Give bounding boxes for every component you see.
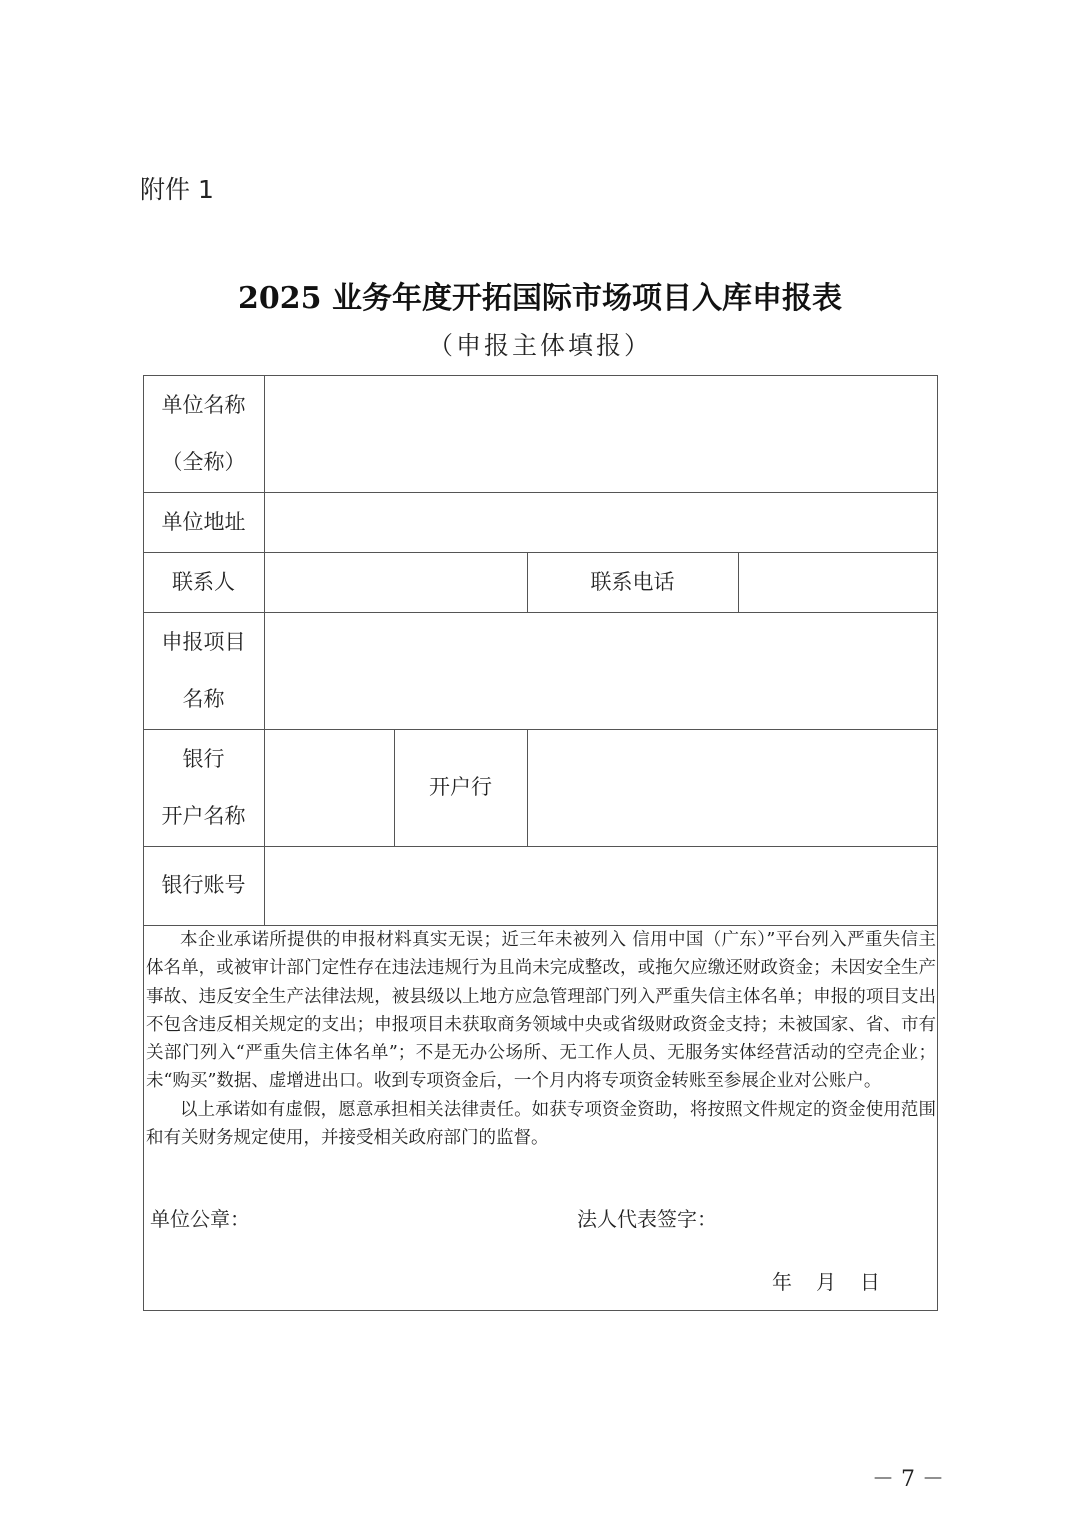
unit-seal-area[interactable] xyxy=(255,1198,535,1238)
label-line: 银行账号 xyxy=(161,873,246,897)
label-line: 申报项目 xyxy=(161,629,246,654)
form-subtitle: （申报主体填报） xyxy=(427,331,652,360)
unit-name-field[interactable] xyxy=(265,376,937,492)
label-line: 开户名称 xyxy=(161,803,246,828)
pledge-statement xyxy=(146,926,936,1152)
label-bank-account-number xyxy=(143,846,264,925)
label-project-name xyxy=(143,612,264,729)
pledge-paragraph-2: 以上承诺如有虚假，愿意承担相关法律责任。如获专项资金资助，将按照文件规定的资金使用范围和有关财务规定使用，并接受相关政府部门的监督。 xyxy=(146,1099,936,1149)
page-number: － 7 － xyxy=(872,1467,944,1492)
attachment-label: 附件 1 xyxy=(140,175,214,204)
label-line: 联系电话 xyxy=(590,569,675,594)
table-border-bottom xyxy=(143,1310,938,1311)
opening-bank-field[interactable] xyxy=(528,730,937,846)
label-line: 单位名称 xyxy=(161,392,246,417)
pledge-paragraph-1: 本企业承诺所提供的申报材料真实无误；近三年未被列入 信用中国（广东）”平台列入严重失信主体名单，或被审计部门定性存在违法违规行为且尚未完成整改，或拖欠应缴还财政资金；未因安全生产事故、违反安全生产法律法规，被县级以上地方应急管理部门列入严重失信主体名单；申报的项目支出不包含违反相关规定的支出；申报项目未获取商务领域中央或省级财政资金支持；未被国家、省、市有关部门列入“严重失信主体名单”；不是无办公场所、无工作人员、无服务实体经营活动的空壳企业；未“购买”数据、虚增进出口。收到专项资金后，一个月内将专项资金转账至参展企业对公账户。 xyxy=(146,930,936,1092)
legal-representative-signature-area[interactable] xyxy=(725,1198,930,1238)
unit-address-field[interactable] xyxy=(265,493,937,552)
label-unit-name xyxy=(143,375,264,492)
label-contact-person xyxy=(143,552,264,612)
label-line: 联系人 xyxy=(172,569,235,594)
label-line: 开户行 xyxy=(429,775,492,799)
label-line: 名称 xyxy=(182,686,225,711)
label-bank-account-name xyxy=(143,729,264,846)
table-border-right xyxy=(937,375,938,1310)
bank-account-number-field[interactable] xyxy=(265,847,937,925)
label-opening-bank xyxy=(394,729,527,846)
date-day-label: 日 xyxy=(860,1270,880,1294)
contact-person-field[interactable] xyxy=(265,553,527,612)
label-contact-phone xyxy=(527,552,738,612)
date-month-label: 月 xyxy=(816,1270,836,1294)
label-line: 银行 xyxy=(182,746,225,771)
unit-seal-label: 单位公章： xyxy=(150,1207,250,1231)
contact-phone-field[interactable] xyxy=(739,553,937,612)
date-year-label: 年 xyxy=(772,1270,792,1294)
bank-account-name-field[interactable] xyxy=(265,730,394,846)
label-unit-address xyxy=(143,492,264,552)
label-line: （全称） xyxy=(161,449,246,474)
label-line: 单位地址 xyxy=(161,509,246,534)
legal-representative-signature-label: 法人代表签字： xyxy=(577,1207,717,1231)
project-name-field[interactable] xyxy=(265,613,937,729)
form-title: 2025 业务年度开拓国际市场项目入库申报表 xyxy=(238,281,842,316)
